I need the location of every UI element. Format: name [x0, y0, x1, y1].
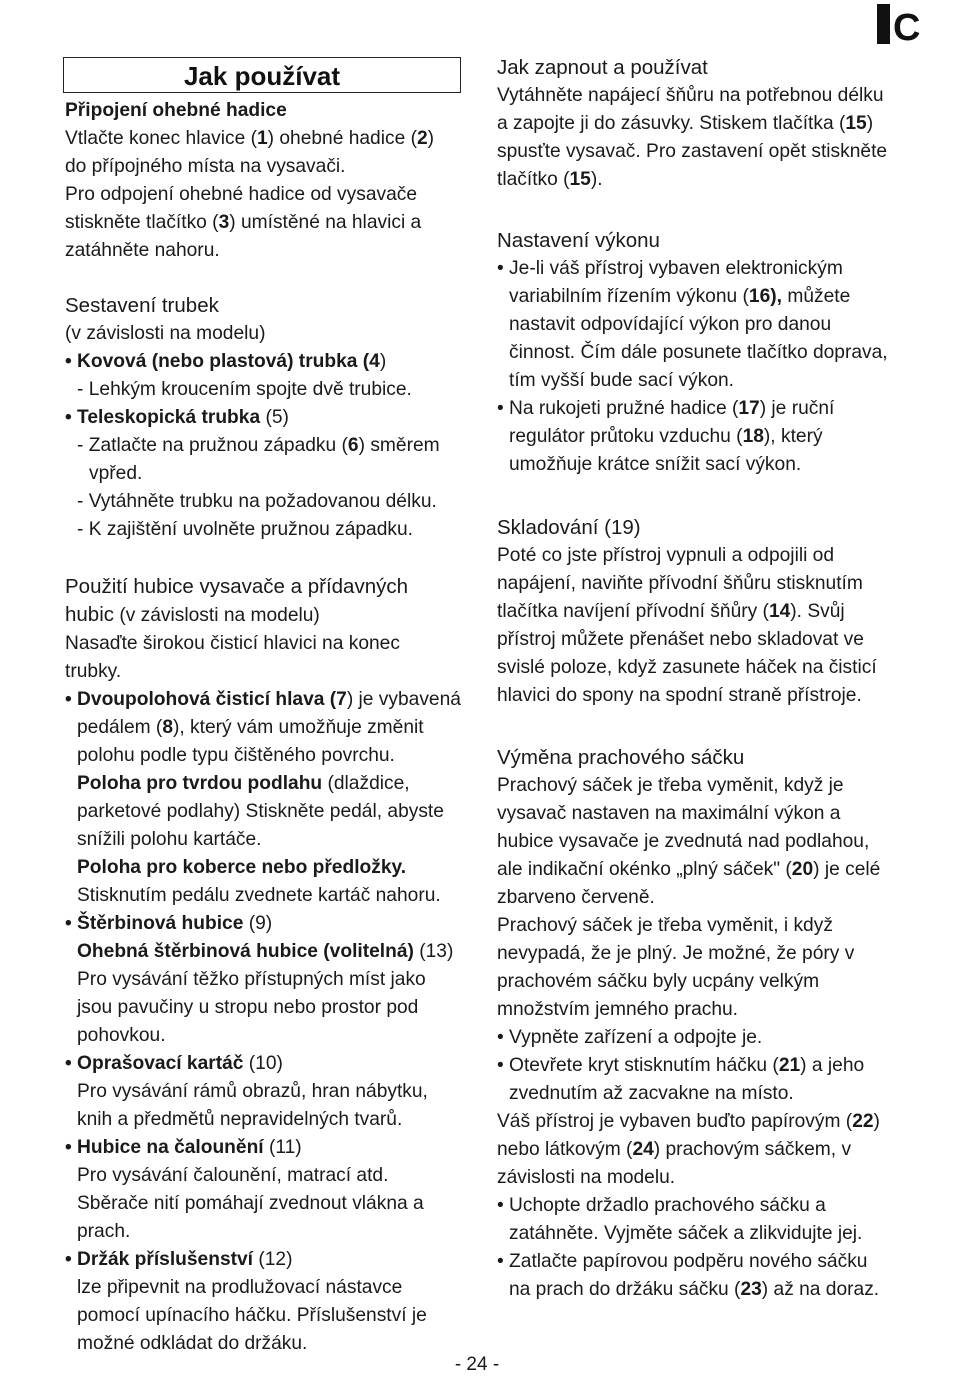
language-marker-bar: [877, 4, 890, 44]
bullet-item: • Hubice na čalounění (11): [65, 1137, 302, 1158]
bullet-item: • Kovová (nebo plastová) trubka (4): [65, 351, 387, 372]
storage-section: [497, 514, 877, 710]
dash-item: - Vytáhněte trubku na požadovanou délku.: [77, 491, 437, 512]
text-line: pomocí upínacího háčku. Příslušenství je: [77, 1305, 427, 1326]
bullet-item: • Je-li váš přístroj vybaven elektronickým: [497, 258, 843, 279]
bullet-item: • Oprašovací kartáč (10): [65, 1053, 283, 1074]
text-line: napájení, naviňte přívodní šňůru stisknutím: [497, 573, 863, 594]
text-line: nevypadá, že je plný. Je možné, že póry v: [497, 943, 855, 964]
text-line: Vytáhněte napájecí šňůru na potřebnou délku: [497, 85, 884, 106]
bullet-item: • Štěrbinová hubice (9): [65, 913, 273, 934]
section-title-box: [63, 57, 461, 93]
hose-section: [65, 97, 434, 265]
text-line: nebo látkovým (24) prachovým sáčkem, v: [497, 1139, 852, 1160]
nozzles-heading-cont: hubic (v závislosti na modelu): [65, 603, 320, 626]
text-line: Vtlačte konec hlavice (1) ohebné hadice (2): [65, 128, 435, 149]
text-line: vpřed.: [89, 463, 143, 484]
text-line: ale indikační okénko „plný sáček" (20) je celé: [497, 859, 881, 880]
bullet-item: • Držák příslušenství (12): [65, 1249, 293, 1270]
text-line: Pro vysávání těžko přístupných míst jako: [77, 969, 426, 990]
text-line: Prachový sáček je třeba vyměnit, i když: [497, 915, 833, 936]
text-line: tlačítka navíjení přívodní šňůry (14). Svůj: [497, 601, 845, 622]
nozzles-heading: Použití hubice vysavače a přídavných: [65, 575, 408, 598]
text-line: svislé poloze, když zasunete háček na čisticí: [497, 657, 877, 678]
text-line: Ohebná štěrbinová hubice (volitelná) (13): [77, 941, 454, 962]
text-line: Pro vysávání čalounění, matrací atd.: [77, 1165, 389, 1186]
power-heading: Nastavení výkonu: [497, 229, 660, 252]
text-line: Nasaďte širokou čisticí hlavici na konec: [65, 633, 400, 654]
text-line: a zapojte ji do zásuvky. Stiskem tlačítka (15): [497, 113, 874, 134]
start-heading: Jak zapnout a používat: [497, 56, 708, 79]
text-line: činnost. Čím dále posunete tlačítko doprava,: [509, 342, 888, 363]
text-line: variabilním řízením výkonu (16), můžete: [509, 286, 851, 307]
bullet-item: • Uchopte držadlo prachového sáčku a: [497, 1195, 826, 1216]
text-line: možné odkládat do držáku.: [77, 1333, 308, 1354]
text-line: umožňuje krátce snížit sací výkon.: [509, 454, 802, 475]
text-line: závislosti na modelu.: [497, 1167, 676, 1188]
text-line: Pro vysávání rámů obrazů, hran nábytku,: [77, 1081, 428, 1102]
power-section: [497, 227, 888, 479]
text-line: (v závislosti na modelu): [65, 323, 266, 344]
tubes-section: [65, 292, 440, 544]
text-line: tím vyšší bude sací výkon.: [509, 370, 735, 391]
text-line: Poloha pro tvrdou podlahu (dlaždice,: [77, 773, 410, 794]
text-line: Váš přístroj je vybaven buďto papírovým (22): [497, 1111, 880, 1132]
page-number: - 24 -: [454, 1354, 500, 1375]
text-line: jsou pavučiny u stropu nebo prostor pod: [77, 997, 419, 1018]
text-line: Poté co jste přístroj vypnuli a odpojili od: [497, 545, 835, 566]
text-line: zvednutím až zacvakne na místo.: [509, 1083, 794, 1104]
section-title: Jak používat: [183, 61, 341, 91]
text-line: Prachový sáček je třeba vyměnit, když je: [497, 775, 844, 796]
text-line: množstvím jemného prachu.: [497, 999, 739, 1020]
bullet-item: • Zatlačte papírovou podpěru nového sáčku: [497, 1251, 868, 1272]
dash-item: - Lehkým kroucením spojte dvě trubice.: [77, 379, 412, 400]
text-line: prach.: [77, 1221, 131, 1242]
language-marker-letter: C: [893, 7, 921, 49]
bullet-item: • Na rukojeti pružné hadice (17) je ruční: [497, 398, 835, 419]
text-line: polohu podle typu čištěného povrchu.: [77, 745, 395, 766]
text-line: Sběrače nití pomáhají zvednout vlákna a: [77, 1193, 424, 1214]
text-line: Pro odpojení ohebné hadice od vysavače: [65, 184, 418, 205]
text-line: na prach do držáku sáčku (23) až na doraz.: [509, 1279, 880, 1300]
text-line: prachovém sáčku byly ucpány velkým: [497, 971, 820, 992]
nozzles-section: [65, 573, 461, 1358]
text-line: hubice vysavače je zvednutá nad podlahou,: [497, 831, 870, 852]
storage-heading: Skladování (19): [497, 516, 641, 539]
text-line: lze připevnit na prodlužovací nástavce: [77, 1277, 403, 1298]
hose-heading: Připojení ohebné hadice: [65, 100, 287, 121]
text-line: knih a předmětů nepravidelných tvarů.: [77, 1109, 403, 1130]
bullet-item: • Dvoupolohová čisticí hlava (7) je vybavená: [65, 689, 461, 710]
text-line: trubky.: [65, 661, 122, 682]
text-line: parketové podlahy) Stiskněte pedál, abyste: [77, 801, 444, 822]
bag-heading: Výměna prachového sáčku: [497, 746, 745, 769]
text-line: pohovkou.: [77, 1025, 166, 1046]
tubes-heading: Sestavení trubek: [65, 294, 219, 317]
dash-item: - Zatlačte na pružnou západku (6) směrem: [77, 435, 440, 456]
dash-item: - K zajištění uvolněte pružnou západku.: [77, 519, 413, 540]
text-line: stiskněte tlačítko (3) umístěné na hlavici a: [65, 212, 422, 233]
bullet-item: • Teleskopická trubka (5): [65, 407, 289, 428]
text-line: zatáhněte nahoru.: [65, 240, 220, 261]
text-line: pedálem (8), který vám umožňuje změnit: [77, 717, 424, 738]
text-line: Poloha pro koberce nebo předložky.: [77, 857, 407, 878]
bullet-item: • Vypněte zařízení a odpojte je.: [497, 1027, 763, 1048]
text-line: vysavač nastaven na maximální výkon a: [497, 803, 841, 824]
text-line: hlavici do spony na spodní straně přístroje.: [497, 685, 862, 706]
text-line: nastavit odpovídající výkon pro danou: [509, 314, 832, 335]
text-line: zatáhněte. Vyjměte sáček a zlikvidujte jej.: [509, 1223, 863, 1244]
start-section: [497, 54, 887, 194]
text-line: zbarveno červeně.: [497, 887, 655, 908]
text-line: do přípojného místa na vysavači.: [65, 156, 346, 177]
text-line: Stisknutím pedálu zvednete kartáč nahoru.: [77, 885, 441, 906]
text-line: spusťte vysavač. Pro zastavení opět stiskněte: [497, 141, 888, 162]
bullet-item: • Otevřete kryt stisknutím háčku (21) a jeho: [497, 1055, 865, 1076]
text-line: regulátor průtoku vzduchu (18), který: [509, 426, 823, 447]
bag-section: [497, 744, 880, 1304]
text-line: tlačítko (15).: [497, 169, 603, 190]
text-line: snížili polohu kartáče.: [77, 829, 262, 850]
text-line: přístroj můžete přenášet nebo skladovat ve: [497, 629, 864, 650]
